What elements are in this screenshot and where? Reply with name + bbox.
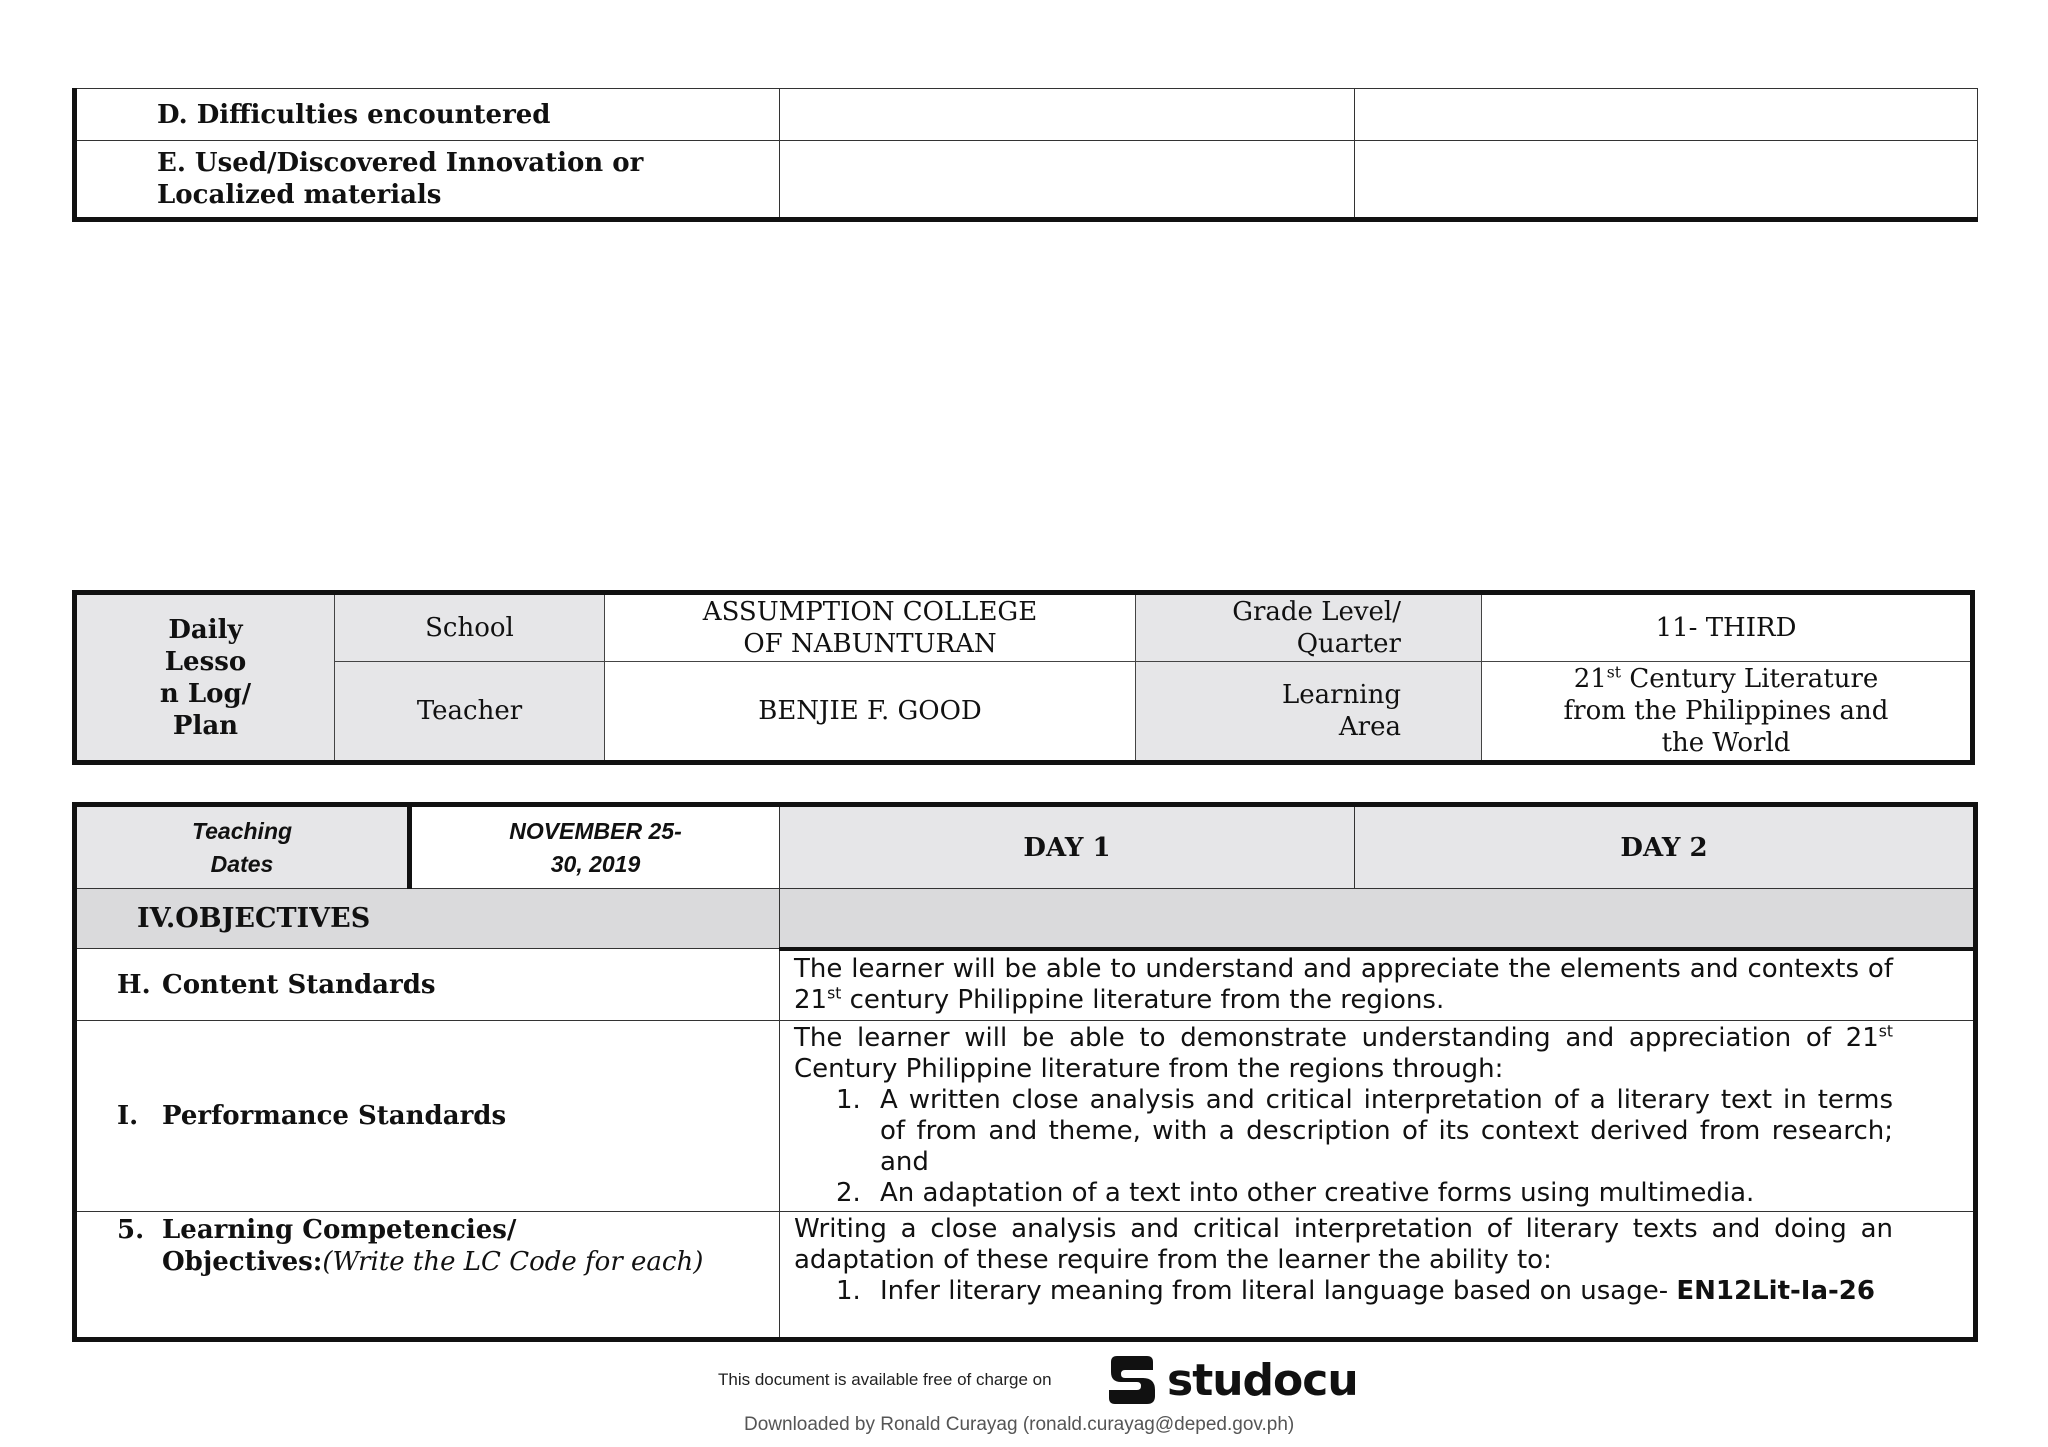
table-row bbox=[75, 889, 1976, 949]
lc-code-note: (Write the LC Code for each) bbox=[322, 1247, 704, 1277]
studocu-logo-text: studocu bbox=[1167, 1354, 1358, 1406]
document-title: Daily Lesso n Log/ Plan bbox=[75, 593, 335, 763]
learning-area-label: Learning Area bbox=[1136, 662, 1482, 763]
table-row bbox=[75, 949, 1976, 1021]
difficulties-label: D. Difficulties encountered bbox=[75, 89, 780, 141]
competencies-list bbox=[794, 1276, 1893, 1307]
lesson-header-table bbox=[72, 590, 1975, 765]
performance-standards-label: I. Performance Standards bbox=[75, 1021, 780, 1212]
table-row bbox=[75, 805, 1976, 889]
list-item: 1. A written close analysis and critical interpretation of a literary text in terms of from and theme, with a description of its context derived from research; and bbox=[836, 1085, 1893, 1177]
teaching-dates-value: NOVEMBER 25- 30, 2019 bbox=[410, 805, 780, 889]
teacher-label: Teacher bbox=[335, 662, 605, 763]
objectives-heading-fill bbox=[780, 889, 1976, 949]
performance-list bbox=[794, 1085, 1893, 1209]
table-row bbox=[75, 1212, 1976, 1340]
studocu-logo-icon bbox=[1103, 1352, 1159, 1408]
day1-header: DAY 1 bbox=[780, 805, 1355, 889]
innovation-day2-cell bbox=[1355, 141, 1978, 220]
performance-standards-text: The learner will be able to demonstrate understanding and appreciation of 21st Century Philippine literature from the regions through: 1. A written close analysis and critical interpretation of a literary text in terms of from and theme, with a description of its context derived from research; and 2. An adaptation of a text into other creative forms using multimedia. bbox=[780, 1021, 1976, 1212]
school-label: School bbox=[335, 593, 605, 662]
list-item: 1. Infer literary meaning from literal language based on usage- EN12Lit-Ia-26 bbox=[836, 1276, 1875, 1306]
availability-note: This document is available free of charge on bbox=[718, 1370, 1052, 1389]
lc-code: EN12Lit-Ia-26 bbox=[1676, 1276, 1875, 1306]
table-row bbox=[75, 89, 1978, 141]
table-row bbox=[75, 141, 1978, 220]
school-value: ASSUMPTION COLLEGE OF NABUNTURAN bbox=[605, 593, 1136, 662]
list-item: 2. An adaptation of a text into other creative forms using multimedia. bbox=[836, 1178, 1755, 1208]
difficulties-day1-cell bbox=[780, 89, 1355, 141]
table-row bbox=[75, 662, 1973, 763]
content-standards-label: H. Content Standards bbox=[75, 949, 780, 1021]
learning-competencies-label: 5. Learning Competencies/ Objectives:(Write the LC Code for each) bbox=[75, 1212, 780, 1340]
table-row bbox=[75, 593, 1973, 662]
difficulties-day2-cell bbox=[1355, 89, 1978, 141]
innovation-day1-cell bbox=[780, 141, 1355, 220]
learning-competencies-text: Writing a close analysis and critical interpretation of literary texts and doing an adaptation of these require from the learner the ability to: 1. Infer literary meaning from literal language based on usage- EN12Lit-Ia-26 bbox=[780, 1212, 1976, 1340]
innovation-label: E. Used/Discovered Innovation or Localized materials bbox=[75, 141, 780, 220]
objectives-table bbox=[72, 802, 1978, 1342]
objectives-heading: IV.OBJECTIVES bbox=[75, 889, 780, 949]
grade-level-value: 11- THIRD bbox=[1482, 593, 1973, 662]
learning-area-value: 21st Century Literature from the Philippines and the World bbox=[1482, 662, 1973, 763]
studocu-logo-link[interactable] bbox=[1103, 1352, 1358, 1408]
teaching-dates-label: Teaching Dates bbox=[75, 805, 410, 889]
teacher-value: BENJIE F. GOOD bbox=[605, 662, 1136, 763]
reflection-table bbox=[72, 88, 1978, 222]
grade-level-label: Grade Level/ Quarter bbox=[1136, 593, 1482, 662]
content-standards-text: The learner will be able to understand and appreciate the elements and contexts of 21st century Philippine literature from the regions. bbox=[780, 949, 1976, 1021]
day2-header: DAY 2 bbox=[1355, 805, 1976, 889]
download-note: Downloaded by Ronald Curayag (ronald.curayag@deped.gov.ph) bbox=[744, 1414, 1295, 1435]
table-row bbox=[75, 1021, 1976, 1212]
